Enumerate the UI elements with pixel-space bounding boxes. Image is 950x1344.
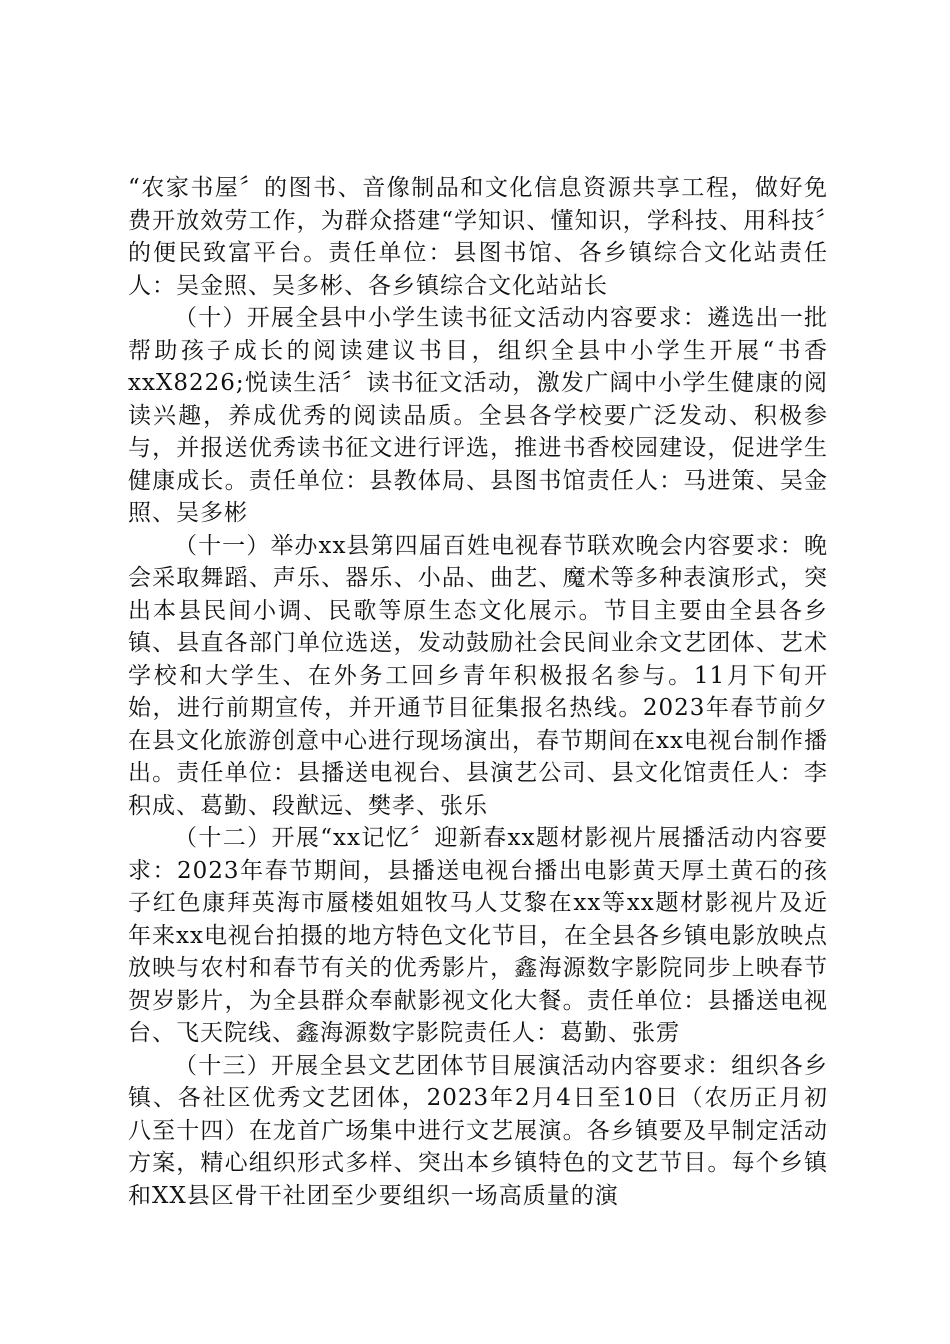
paragraph-item-13: （十三）开展全县文艺团体节目展演活动内容要求：组织各乡镇、各社区优秀文艺团体，2023年2月4日至10日（农历正月初八至十四）在龙首广场集中进行文艺展演。各乡镇要及早制定活动方案，精心组织形式多样、突出本乡镇特色的文艺节目。每个乡镇和XX县区骨干社团至少要组织一场高质量的演	[128, 1052, 828, 1209]
paragraph-item-11: （十一）举办xx县第四届百姓电视春节联欢晚会内容要求：晚会采取舞蹈、声乐、器乐、小品、曲艺、魔术等多种表演形式，突出本县民间小调、民歌等原生态文化展示。节目主要由全县各乡镇、县直各部门单位选送，发动鼓励社会民间业余文艺团体、艺术学校和大学生、在外务工回乡青年积极报名参与。11月下旬开始，进行前期宣传，并开通节目征集报名热线。2023年春节前夕在县文化旅游创意中心进行现场演出，春节期间在xx电视台制作播出。责任单位：县播送电视台、县演艺公司、县文化馆责任人：李积成、葛勤、段猷远、樊孝、张乐	[128, 532, 828, 819]
paragraph-continuation: “农家书屋〞的图书、音像制品和文化信息资源共享工程，做好免费开放效劳工作，为群众搭建“学知识、懂知识，学科技、用科技〞的便民致富平台。责任单位：县图书馆、各乡镇综合文化站责任人：吴金照、吴多彬、各乡镇综合文化站站长	[128, 175, 828, 299]
document-body	[128, 172, 828, 1212]
paragraph-item-10: （十）开展全县中小学生读书征文活动内容要求：遴选出一批帮助孩子成长的阅读建议书目，组织全县中小学生开展“书香xxX8226;悦读生活〞读书征文活动，激发广阔中小学生健康的阅读兴趣，养成优秀的阅读品质。全县各学校要广泛发动、积极参与，并报送优秀读书征文进行评选，推进书香校园建设，促进学生健康成长。责任单位：县教体局、县图书馆责任人：马进策、吴金照、吴多彬	[128, 305, 828, 526]
paragraph-item-12: （十二）开展“xx记忆〞迎新春xx题材影视片展播活动内容要求：2023年春节期间，县播送电视台播出电影黄天厚土黄石的孩子红色康拜英海市蜃楼姐姐牧马人艾黎在xx等xx题材影视片及近年来xx电视台拍摄的地方特色文化节目，在全县各乡镇电影放映点放映与农村和春节有关的优秀影片，鑫海源数字影院同步上映春节贺岁影片，为全县群众奉献影视文化大餐。责任单位：县播送电视台、飞天院线、鑫海源数字影院责任人：葛勤、张雳	[128, 825, 828, 1046]
